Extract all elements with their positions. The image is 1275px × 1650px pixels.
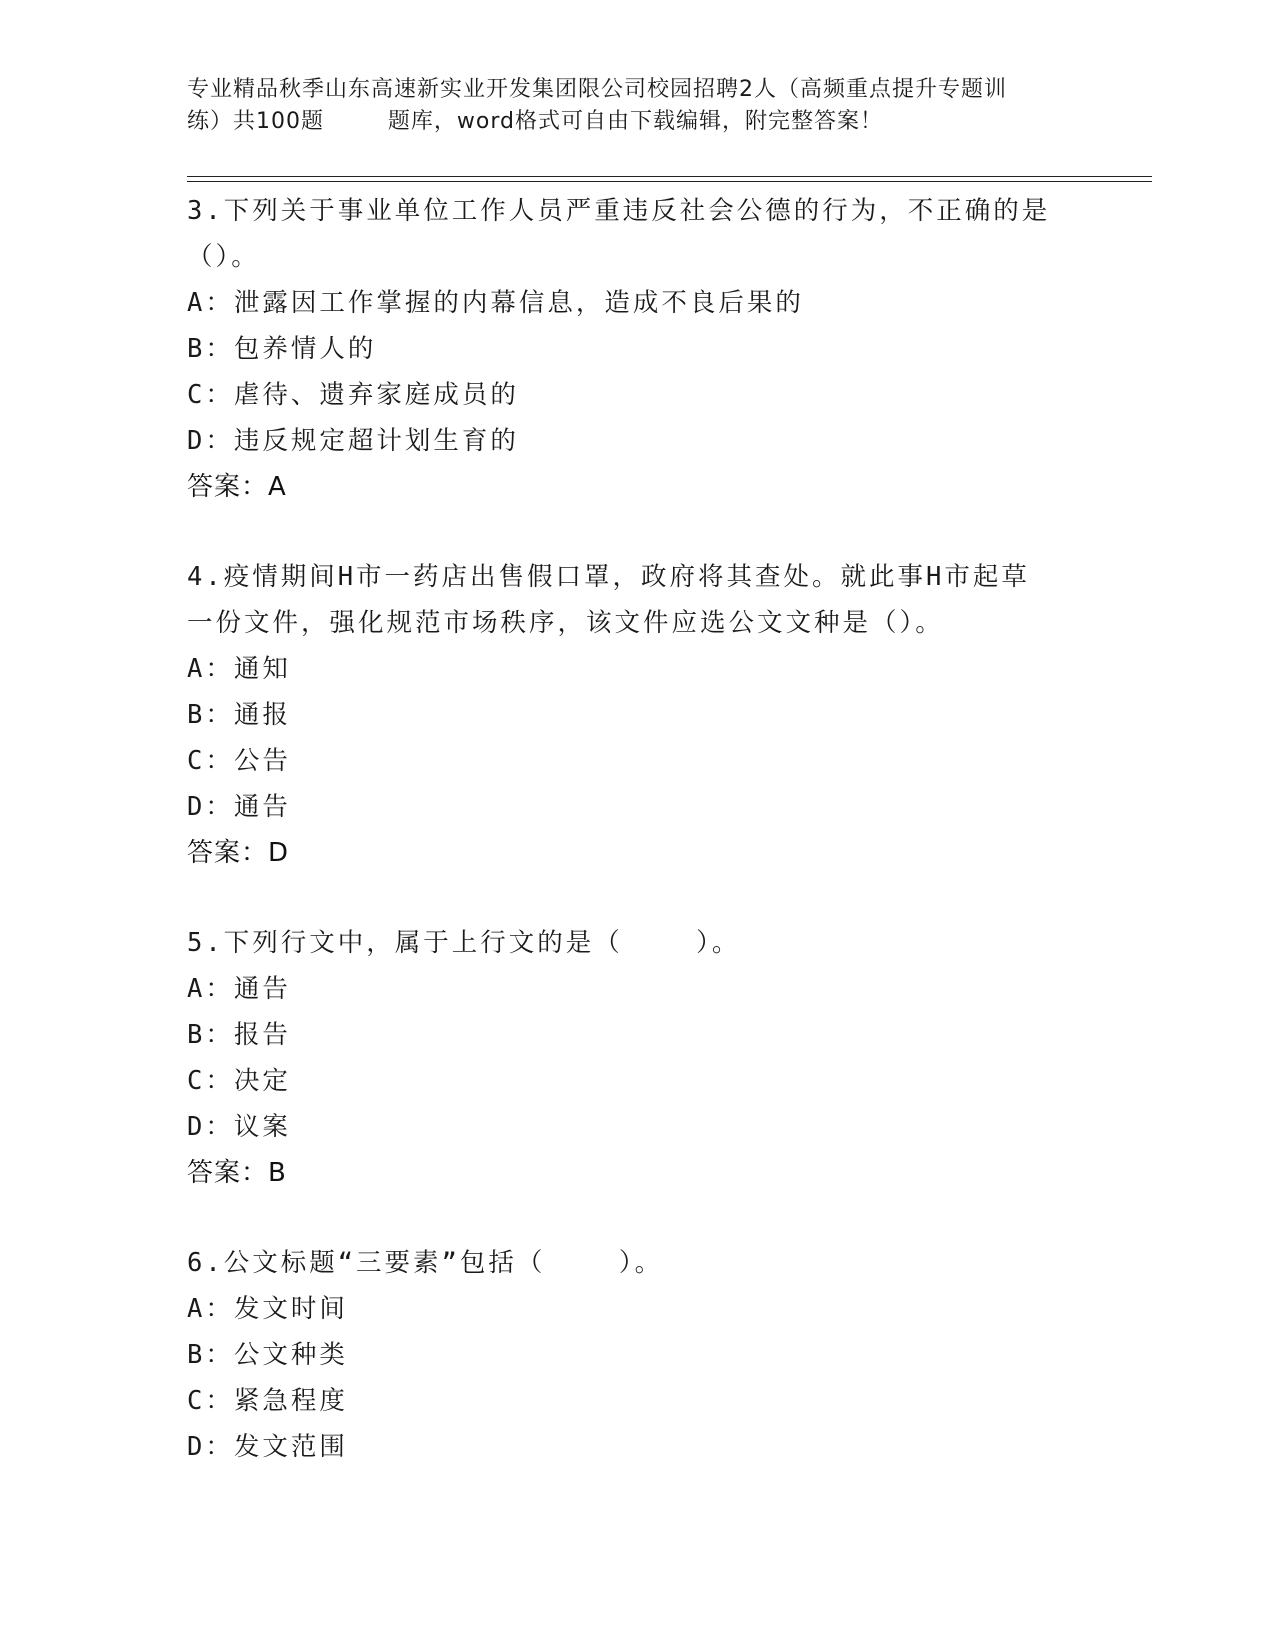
option-d: D：议案 [187,1112,291,1142]
option-c: C：决定 [187,1066,291,1096]
option-c: C：紧急程度 [187,1386,348,1416]
question-stem [187,554,1087,646]
header-title-line-1: 专业精品秋季山东高速新实业开发集团限公司校园招聘2人（高频重点提升专题训 [187,77,1007,102]
question-5 [187,920,1087,1196]
option-a: A：发文时间 [187,1294,348,1324]
option-a: A：泄露因工作掌握的内幕信息，造成不良后果的 [187,288,804,318]
option-b: B：报告 [187,1020,291,1050]
option-c: C：虐待、遗弃家庭成员的 [187,380,519,410]
question-stem-line: 4.疫情期间H市一药店出售假口罩，政府将其查处。就此事H市起草 [187,562,1030,592]
option-d: D：通告 [187,792,291,822]
option-b: B：公文种类 [187,1340,348,1370]
header-divider-bottom [187,181,1152,182]
question-stem-line: 一份文件，强化规范市场秩序，该文件应选公文文种是（）。 [187,608,944,638]
option-d: D：违反规定超计划生育的 [187,426,519,456]
question-stem-line: 3.下列关于事业单位工作人员严重违反社会公德的行为，不正确的是 [187,196,1051,226]
header-title-line-2: 练）共100题 题库，word格式可自由下载编辑，附完整答案！ [187,109,884,134]
option-b: B：包养情人的 [187,334,377,364]
question-stem-line: 6.公文标题“三要素”包括（ ）。 [187,1248,664,1278]
question-list [187,188,1087,1514]
option-a: A：通知 [187,654,291,684]
option-d: D：发文范围 [187,1432,348,1462]
question-stem [187,920,1087,966]
option-b: B：通报 [187,700,291,730]
answer-text: 答案：A [187,472,287,502]
question-stem [187,1240,1087,1286]
question-6 [187,1240,1087,1470]
question-stem-line: （）。 [187,242,260,272]
question-stem-line: 5.下列行文中，属于上行文的是（ ）。 [187,928,741,958]
header-divider-top [187,176,1152,177]
answer-text: 答案：D [187,838,290,868]
question-4 [187,554,1087,876]
option-a: A：通告 [187,974,291,1004]
answer-text: 答案：B [187,1158,287,1188]
question-stem [187,188,1087,280]
option-c: C：公告 [187,746,291,776]
document-header [187,74,1087,138]
question-3 [187,188,1087,510]
